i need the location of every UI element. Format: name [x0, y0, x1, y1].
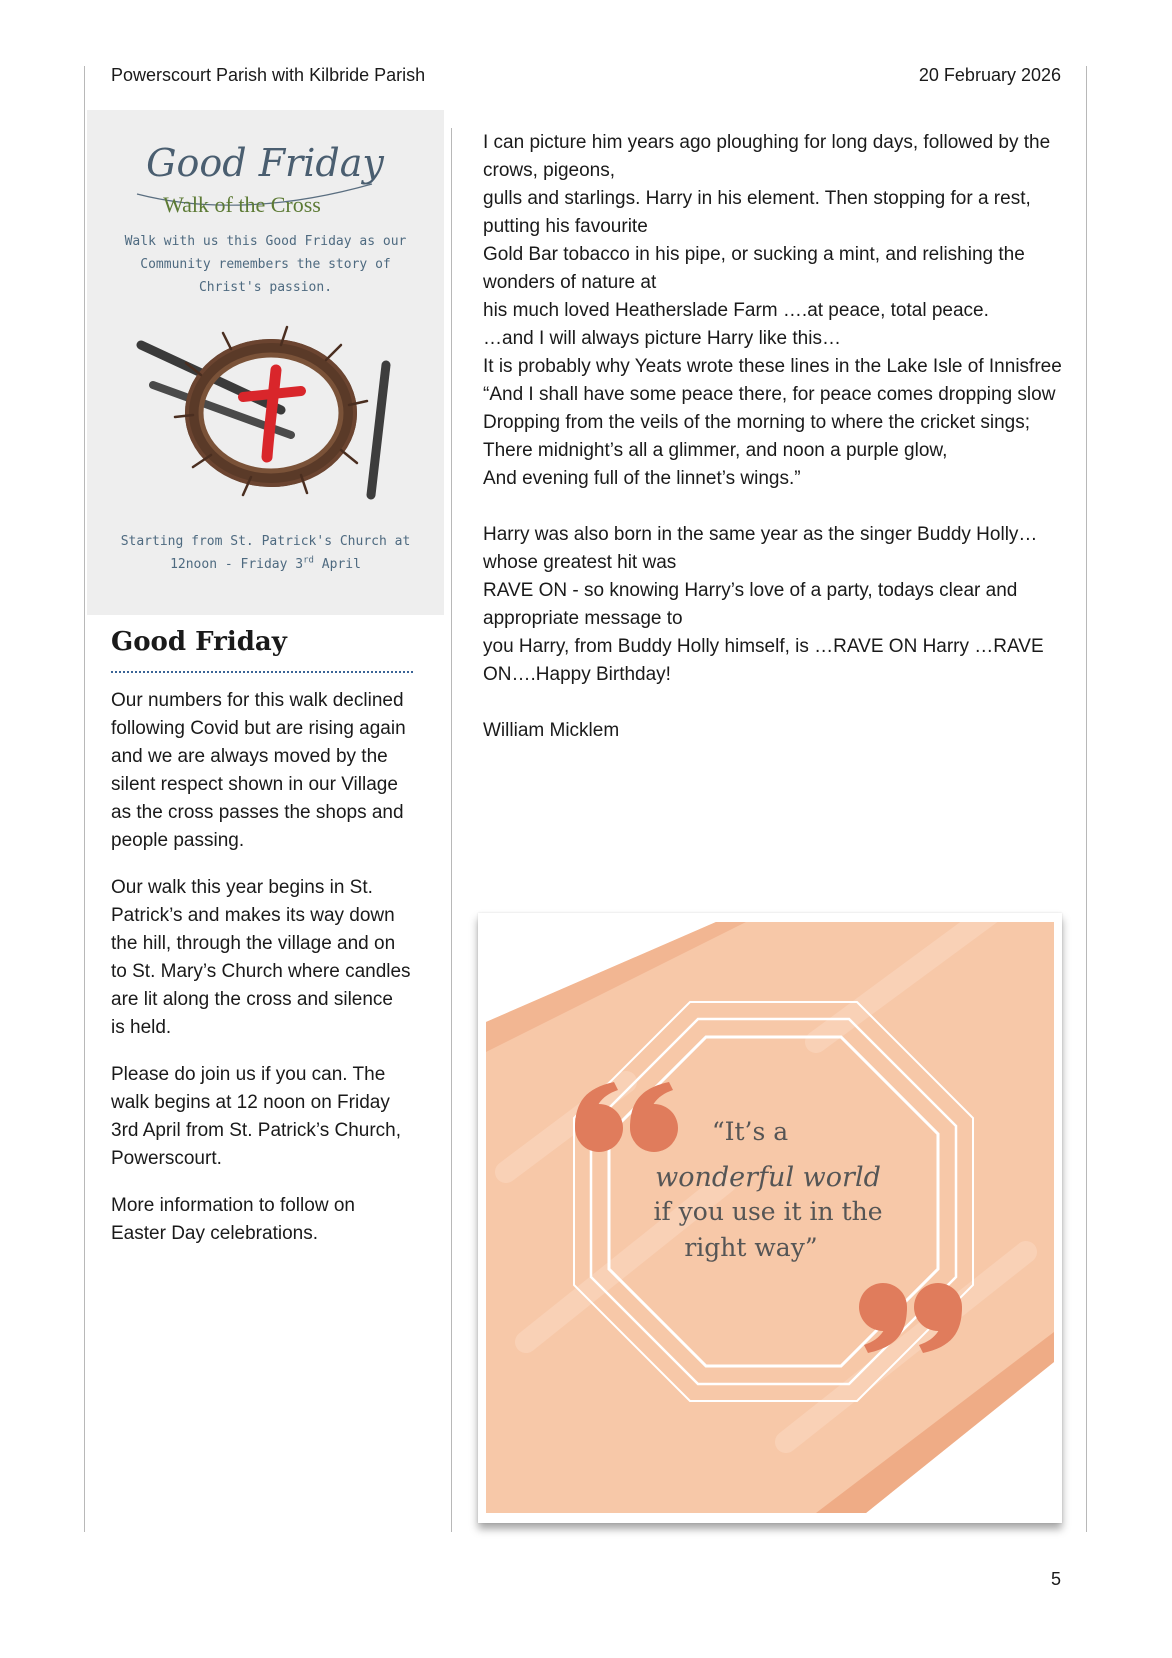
poster-intro	[87, 230, 444, 299]
article-line: And evening full of the linnet’s wings.”	[483, 468, 801, 489]
quote-graphic	[486, 922, 1054, 1513]
poster-line: Christ's passion.	[198, 280, 333, 295]
article-line: Dropping from the veils of the morning to where the cricket sings;	[483, 412, 1031, 433]
poster-footer-line1: Starting from St. Patrick's Church at	[120, 534, 411, 549]
article-line: It is probably why Yeats wrote these lines in the Lake Isle of Innisfree	[483, 356, 1062, 377]
article-spacer	[483, 689, 1063, 717]
quote-card	[478, 913, 1062, 1523]
article-line: Harry was also born in the same year as the singer Buddy Holly…whose greatest hit was	[483, 524, 1038, 573]
nail-icon	[371, 365, 386, 495]
poster-footer	[87, 530, 444, 576]
right-margin-rule	[1086, 66, 1087, 1532]
header-parish-name: Powerscourt Parish with Kilbride Parish	[111, 65, 426, 85]
article-line: gulls and starlings. Harry in his element. Then stopping for a rest, putting his favourite	[483, 188, 1031, 237]
good-friday-body	[111, 687, 411, 1267]
body-paragraph: More information to follow on Easter Day celebrations.	[111, 1195, 355, 1244]
article-line: …and I will always picture Harry like this…	[483, 328, 841, 349]
page-number: 5	[1050, 1569, 1061, 1589]
poster-footer-ordinal: rd	[303, 555, 314, 566]
article-line: RAVE ON - so knowing Harry’s love of a party, todays clear and appropriate message to	[483, 580, 1018, 629]
birthday-article	[483, 129, 1063, 745]
quote-line-2: wonderful world	[655, 1162, 881, 1193]
poster-title-script: Good Friday	[146, 141, 384, 185]
crown-of-thorns-icon	[131, 315, 401, 540]
poster-footer-line2	[87, 553, 444, 576]
poster-footer-month: April	[313, 557, 361, 572]
poster-title-graphic	[87, 132, 444, 224]
body-paragraph: Our walk this year begins in St. Patrick’s and makes its way down the hill, through the village and on to St. Mary’s Church where candles are lit along the cross and silence is held.	[111, 877, 411, 1038]
quote-line-3: if you use it in the	[653, 1197, 883, 1226]
quote-line-1: “It’s a	[711, 1117, 789, 1146]
good-friday-heading: Good Friday	[111, 627, 287, 657]
left-margin-rule	[84, 66, 85, 1532]
article-line: There midnight’s all a glimmer, and noon a purple glow,	[483, 440, 948, 461]
good-friday-poster	[87, 110, 444, 615]
poster-title-sub: Walk of the Cross	[163, 192, 321, 217]
article-line: “And I shall have some peace there, for peace comes dropping slow	[483, 384, 1056, 405]
poster-line: Community remembers the story of	[140, 257, 391, 272]
article-line: Gold Bar tobacco in his pipe, or sucking a mint, and relishing the wonders of nature at	[483, 244, 1025, 293]
red-cross-icon	[243, 370, 301, 457]
heading-dotted-rule	[111, 671, 413, 673]
column-divider	[451, 128, 452, 1532]
header-date: 20 February 2026	[918, 65, 1061, 85]
poster-line: Walk with us this Good Friday as our	[124, 234, 407, 249]
body-paragraph: Our numbers for this walk declined following Covid but are rising again and we are always moved by the silent respect shown in our Village as the cross passes the shops and people passing.	[111, 690, 406, 851]
article-spacer	[483, 493, 1063, 521]
article-line: you Harry, from Buddy Holly himself, is …RAVE ON Harry …RAVE ON….Happy Birthday!	[483, 636, 1044, 685]
poster-footer-time: 12noon - Friday 3	[170, 557, 304, 572]
article-line: I can picture him years ago ploughing for long days, followed by the crows, pigeons,	[483, 132, 1051, 181]
body-paragraph: Please do join us if you can. The walk begins at 12 noon on Friday 3rd April from St. Patrick’s Church, Powerscourt.	[111, 1064, 402, 1169]
article-signature: William Micklem	[483, 720, 620, 741]
quote-line-4: right way”	[684, 1233, 818, 1262]
article-line: his much loved Heatherslade Farm ….at peace, total peace.	[483, 300, 989, 321]
